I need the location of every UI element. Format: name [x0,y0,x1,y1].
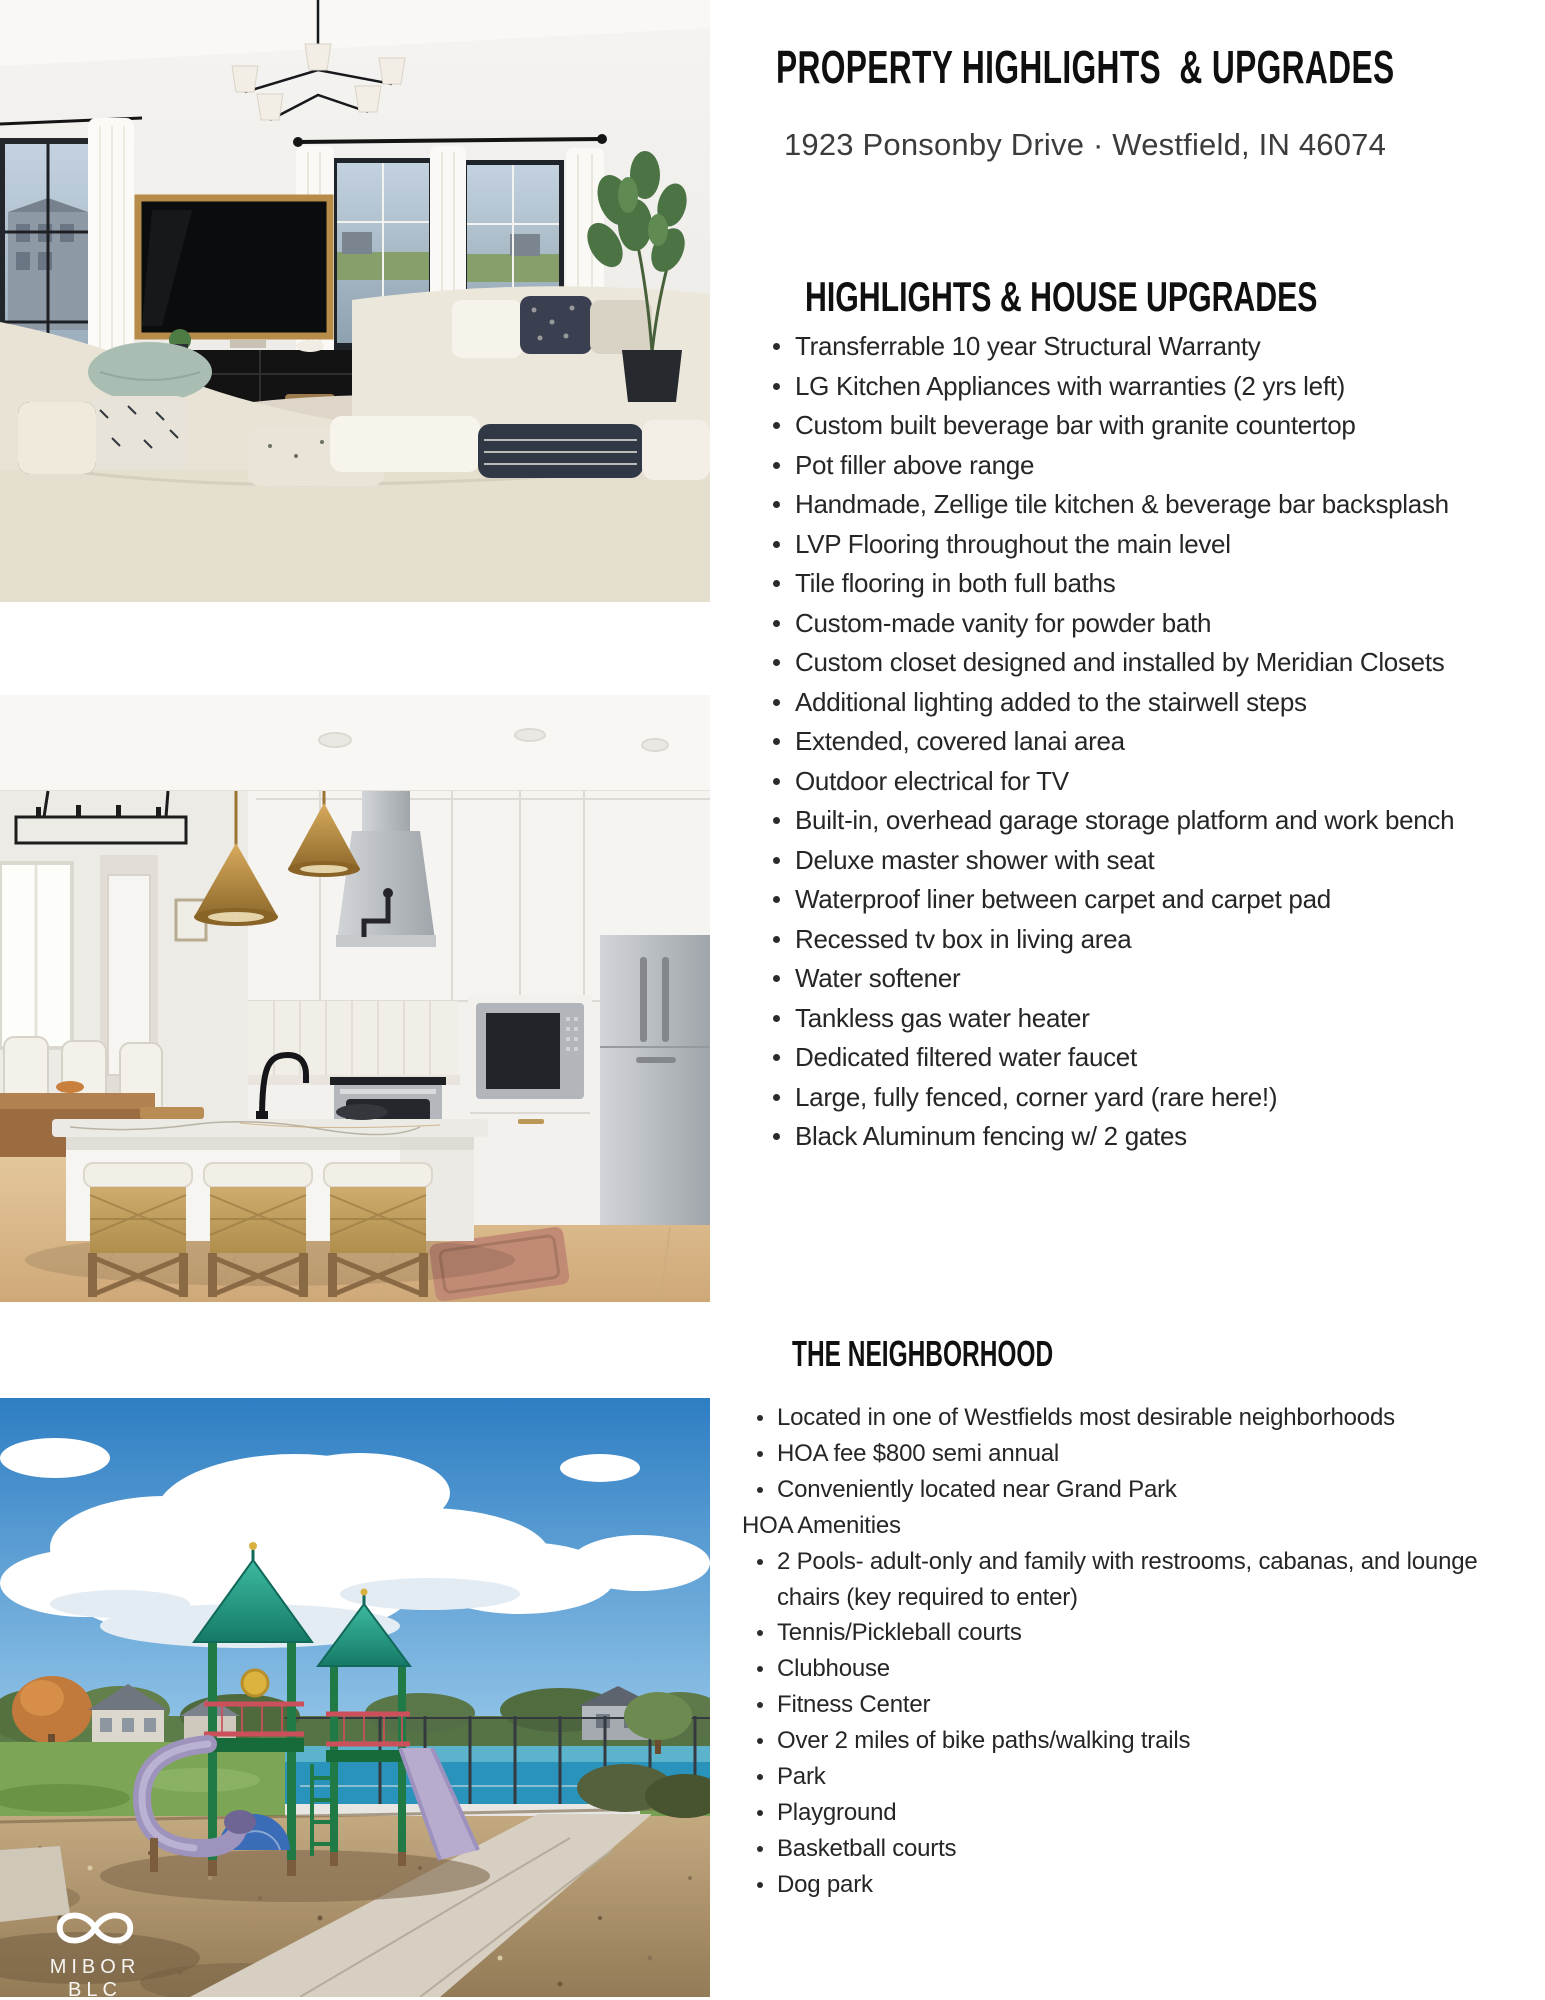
amenity-item: Clubhouse [742,1651,1502,1687]
amenity-item: Playground [742,1795,1502,1831]
highlight-item: Large, fully fenced, corner yard (rare here!) [764,1078,1534,1118]
highlight-item: Pot filler above range [764,446,1534,486]
highlight-item: Tankless gas water heater [764,999,1534,1039]
highlight-item: Additional lighting added to the stairwell steps [764,683,1534,723]
highlight-item: LG Kitchen Appliances with warranties (2 yrs left) [764,367,1534,407]
highlight-item: Black Aluminum fencing w/ 2 gates [764,1117,1534,1157]
kitchen-photo [0,695,710,1302]
mibor-blc-logo [25,1903,165,2000]
neighborhood-item: Conveniently located near Grand Park [742,1472,1502,1508]
amenity-item: 2 Pools- adult-only and family with restrooms, cabanas, and lounge chairs (key required to enter) [742,1544,1502,1616]
living-room-photo [0,0,710,602]
highlight-item: Recessed tv box in living area [764,920,1534,960]
highlight-item: Water softener [764,959,1534,999]
amenity-item: Tennis/Pickleball courts [742,1615,1502,1651]
highlight-item: Transferrable 10 year Structural Warranty [764,327,1534,367]
highlight-item: Custom closet designed and installed by Meridian Closets [764,643,1534,683]
highlight-item: Extended, covered lanai area [764,722,1534,762]
highlights-list [764,327,1534,1157]
highlight-item: Built-in, overhead garage storage platform and work bench [764,801,1534,841]
highlight-item: Tile flooring in both full baths [764,564,1534,604]
amenity-item: Dog park [742,1867,1502,1903]
highlight-item: Deluxe master shower with seat [764,841,1534,881]
neighborhood-section [742,1400,1502,1903]
amenity-item: Basketball courts [742,1831,1502,1867]
highlight-item: Custom-made vanity for powder bath [764,604,1534,644]
highlights-heading: HIGHLIGHTS & HOUSE UPGRADES [804,273,1318,321]
amenity-item: Over 2 miles of bike paths/walking trails [742,1723,1502,1759]
highlight-item: LVP Flooring throughout the main level [764,525,1534,565]
neighborhood-list [742,1400,1502,1508]
neighborhood-item: Located in one of Westfields most desirable neighborhoods [742,1400,1502,1436]
highlight-item: Dedicated filtered water faucet [764,1038,1534,1078]
neighborhood-heading: THE NEIGHBORHOOD [792,1332,1054,1374]
amenities-list [742,1544,1502,1903]
highlight-item: Custom built beverage bar with granite countertop [764,406,1534,446]
amenity-item: Park [742,1759,1502,1795]
page-title: PROPERTY HIGHLIGHTS & UPGRADES [775,41,1395,93]
highlight-item: Outdoor electrical for TV [764,762,1534,802]
neighborhood-item: HOA fee $800 semi annual [742,1436,1502,1472]
logo-text: MIBOR BLC [49,1956,141,2000]
highlight-item: Handmade, Zellige tile kitchen & beverage bar backsplash [764,485,1534,525]
infinity-icon [46,1903,144,1953]
highlight-item: Waterproof liner between carpet and carpet pad [764,880,1534,920]
amenity-item: Fitness Center [742,1687,1502,1723]
property-address: 1923 Ponsonby Drive · Westfield, IN 46074 [783,127,1387,162]
hoa-amenities-subheading: HOA Amenities [742,1511,901,1539]
